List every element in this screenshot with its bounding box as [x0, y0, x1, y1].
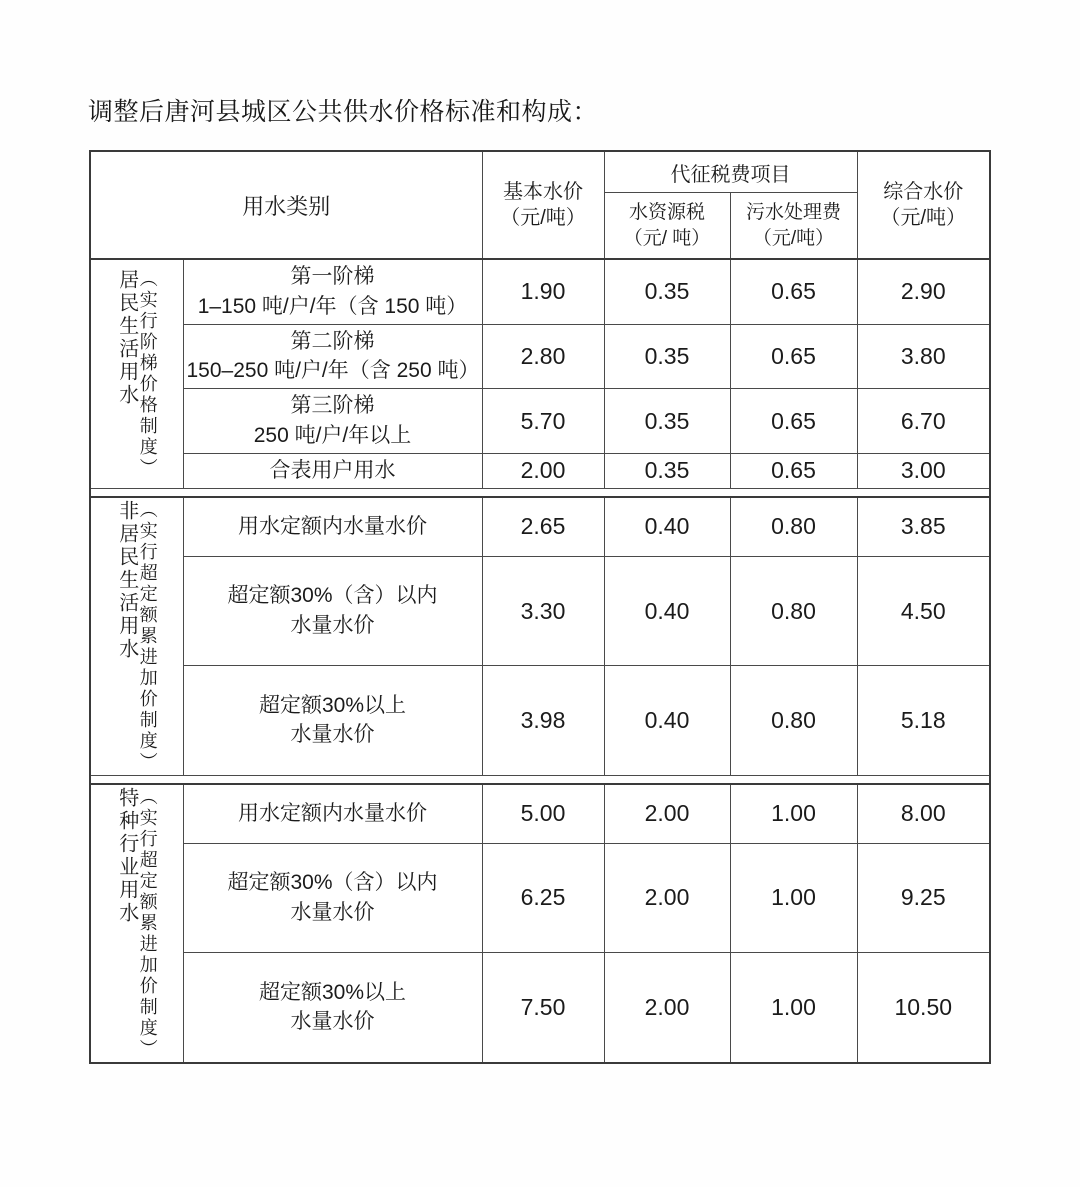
header-total-price-line1: 综合水价 — [883, 180, 964, 203]
header-base-price — [482, 151, 604, 259]
section-note: （实行超定额累进加价制度） — [137, 786, 158, 1060]
cell-total-price: 8.00 — [857, 784, 990, 844]
row-label — [183, 453, 482, 488]
cell-base-price: 3.98 — [482, 666, 604, 775]
cell-sewage-fee: 0.65 — [730, 453, 857, 488]
table-row — [90, 259, 990, 324]
section-name: 居民生活用水 — [115, 268, 138, 407]
header-sewage-fee — [730, 193, 857, 260]
cell-total-price: 5.18 — [857, 666, 990, 775]
row-label-line1: 第三阶梯 — [290, 394, 375, 418]
water-price-table — [89, 150, 991, 1064]
row-label-line2: 150–250 吨/户/年（含 250 吨） — [186, 359, 480, 383]
cell-base-price: 3.30 — [482, 556, 604, 665]
cell-sewage-fee: 0.65 — [730, 389, 857, 454]
cell-base-price: 7.50 — [482, 953, 604, 1063]
section-separator-cell — [90, 775, 990, 784]
row-label-line1: 超定额30%（含）以内 — [227, 584, 438, 608]
row-label — [183, 556, 482, 665]
cell-sewage-fee: 0.80 — [730, 666, 857, 775]
row-label — [183, 324, 482, 389]
cell-water-resource-tax: 0.40 — [604, 666, 730, 775]
row-label-line2: 1–150 吨/户/年（含 150 吨） — [197, 294, 468, 318]
table-row — [90, 453, 990, 488]
cell-water-resource-tax: 0.35 — [604, 389, 730, 454]
row-label-line1: 合表用户用水 — [269, 458, 396, 482]
cell-total-price: 2.90 — [857, 259, 990, 324]
row-label-line1: 超定额30%（含）以内 — [227, 871, 438, 895]
header-water-resource-tax — [604, 193, 730, 260]
row-label-line1: 第一阶梯 — [290, 265, 375, 288]
section-vertical-label — [90, 784, 183, 1063]
cell-water-resource-tax: 0.35 — [604, 259, 730, 324]
section-vertical-text — [94, 787, 180, 1060]
row-label-line2: 水量水价 — [290, 900, 375, 924]
header-category: 用水类别 — [90, 151, 482, 259]
cell-water-resource-tax: 0.35 — [604, 453, 730, 488]
cell-water-resource-tax: 0.40 — [604, 556, 730, 665]
cell-water-resource-tax: 2.00 — [604, 953, 730, 1063]
cell-water-resource-tax: 2.00 — [604, 843, 730, 952]
row-label — [183, 843, 482, 952]
row-label-line1: 超定额30%以上 — [258, 980, 407, 1004]
cell-sewage-fee: 1.00 — [730, 784, 857, 844]
cell-base-price: 1.90 — [482, 259, 604, 324]
header-base-price-line1: 基本水价 — [503, 180, 583, 203]
table-row — [90, 497, 990, 557]
header-row-top — [90, 151, 990, 193]
table-row — [90, 784, 990, 844]
table-row — [90, 556, 990, 665]
section-name: 特种行业用水 — [115, 786, 138, 925]
row-label — [183, 497, 482, 557]
cell-total-price: 6.70 — [857, 389, 990, 454]
table-row — [90, 843, 990, 952]
cell-total-price: 3.85 — [857, 497, 990, 557]
table-row — [90, 953, 990, 1063]
cell-total-price: 3.00 — [857, 453, 990, 488]
cell-base-price: 2.65 — [482, 497, 604, 557]
cell-base-price: 2.00 — [482, 453, 604, 488]
row-label — [183, 953, 482, 1063]
cell-water-resource-tax: 2.00 — [604, 784, 730, 844]
table-row — [90, 666, 990, 775]
cell-base-price: 2.80 — [482, 324, 604, 389]
row-label — [183, 259, 482, 324]
section-note: （实行超定额累进加价制度） — [137, 499, 158, 773]
cell-sewage-fee: 0.80 — [730, 497, 857, 557]
row-label-line2: 水量水价 — [290, 614, 375, 638]
table-row — [90, 389, 990, 454]
header-sewage-fee-line1: 污水处理费 — [745, 202, 841, 224]
row-label — [183, 666, 482, 775]
cell-water-resource-tax: 0.35 — [604, 324, 730, 389]
header-water-resource-tax-line2: （元/ 吨） — [623, 227, 711, 249]
header-base-price-line2: （元/吨） — [500, 207, 586, 229]
water-price-table-container — [89, 150, 989, 1064]
row-label-line2: 水量水价 — [290, 723, 375, 747]
header-sewage-fee-line2: （元/吨） — [752, 227, 835, 249]
cell-total-price: 3.80 — [857, 324, 990, 389]
cell-sewage-fee: 0.80 — [730, 556, 857, 665]
section-name: 非居民生活用水 — [115, 499, 138, 661]
cell-base-price: 6.25 — [482, 843, 604, 952]
cell-sewage-fee: 0.65 — [730, 324, 857, 389]
header-levied-group: 代征税费项目 — [604, 151, 857, 193]
cell-total-price: 10.50 — [857, 953, 990, 1063]
cell-sewage-fee: 0.65 — [730, 259, 857, 324]
section-separator-cell — [90, 488, 990, 497]
row-label-line1: 第二阶梯 — [290, 329, 375, 353]
header-total-price-line2: （元/吨） — [880, 207, 967, 229]
cell-sewage-fee: 1.00 — [730, 953, 857, 1063]
section-vertical-label — [90, 259, 183, 488]
row-label — [183, 784, 482, 844]
cell-water-resource-tax: 0.40 — [604, 497, 730, 557]
section-note: （实行阶梯价格制度） — [137, 268, 158, 479]
row-label-line2: 250 吨/户/年以上 — [253, 424, 412, 448]
table-header — [90, 151, 990, 259]
row-label-line2: 水量水价 — [290, 1010, 375, 1034]
row-label-line1: 用水定额内水量水价 — [238, 801, 427, 825]
section-vertical-text — [94, 500, 180, 773]
cell-base-price: 5.70 — [482, 389, 604, 454]
cell-total-price: 4.50 — [857, 556, 990, 665]
page-title: 调整后唐河县城区公共供水价格标准和构成： — [88, 99, 599, 126]
table-body — [90, 259, 990, 1063]
header-water-resource-tax-line1: 水资源税 — [628, 202, 705, 224]
section-separator — [90, 488, 990, 497]
section-vertical-label — [90, 497, 183, 776]
section-vertical-text — [94, 269, 180, 479]
row-label-line1: 用水定额内水量水价 — [238, 514, 427, 538]
row-label-line1: 超定额30%以上 — [258, 693, 407, 717]
cell-total-price: 9.25 — [857, 843, 990, 952]
cell-sewage-fee: 1.00 — [730, 843, 857, 952]
table-row — [90, 324, 990, 389]
header-total-price — [857, 151, 990, 259]
cell-base-price: 5.00 — [482, 784, 604, 844]
section-separator — [90, 775, 990, 784]
row-label — [183, 389, 482, 454]
